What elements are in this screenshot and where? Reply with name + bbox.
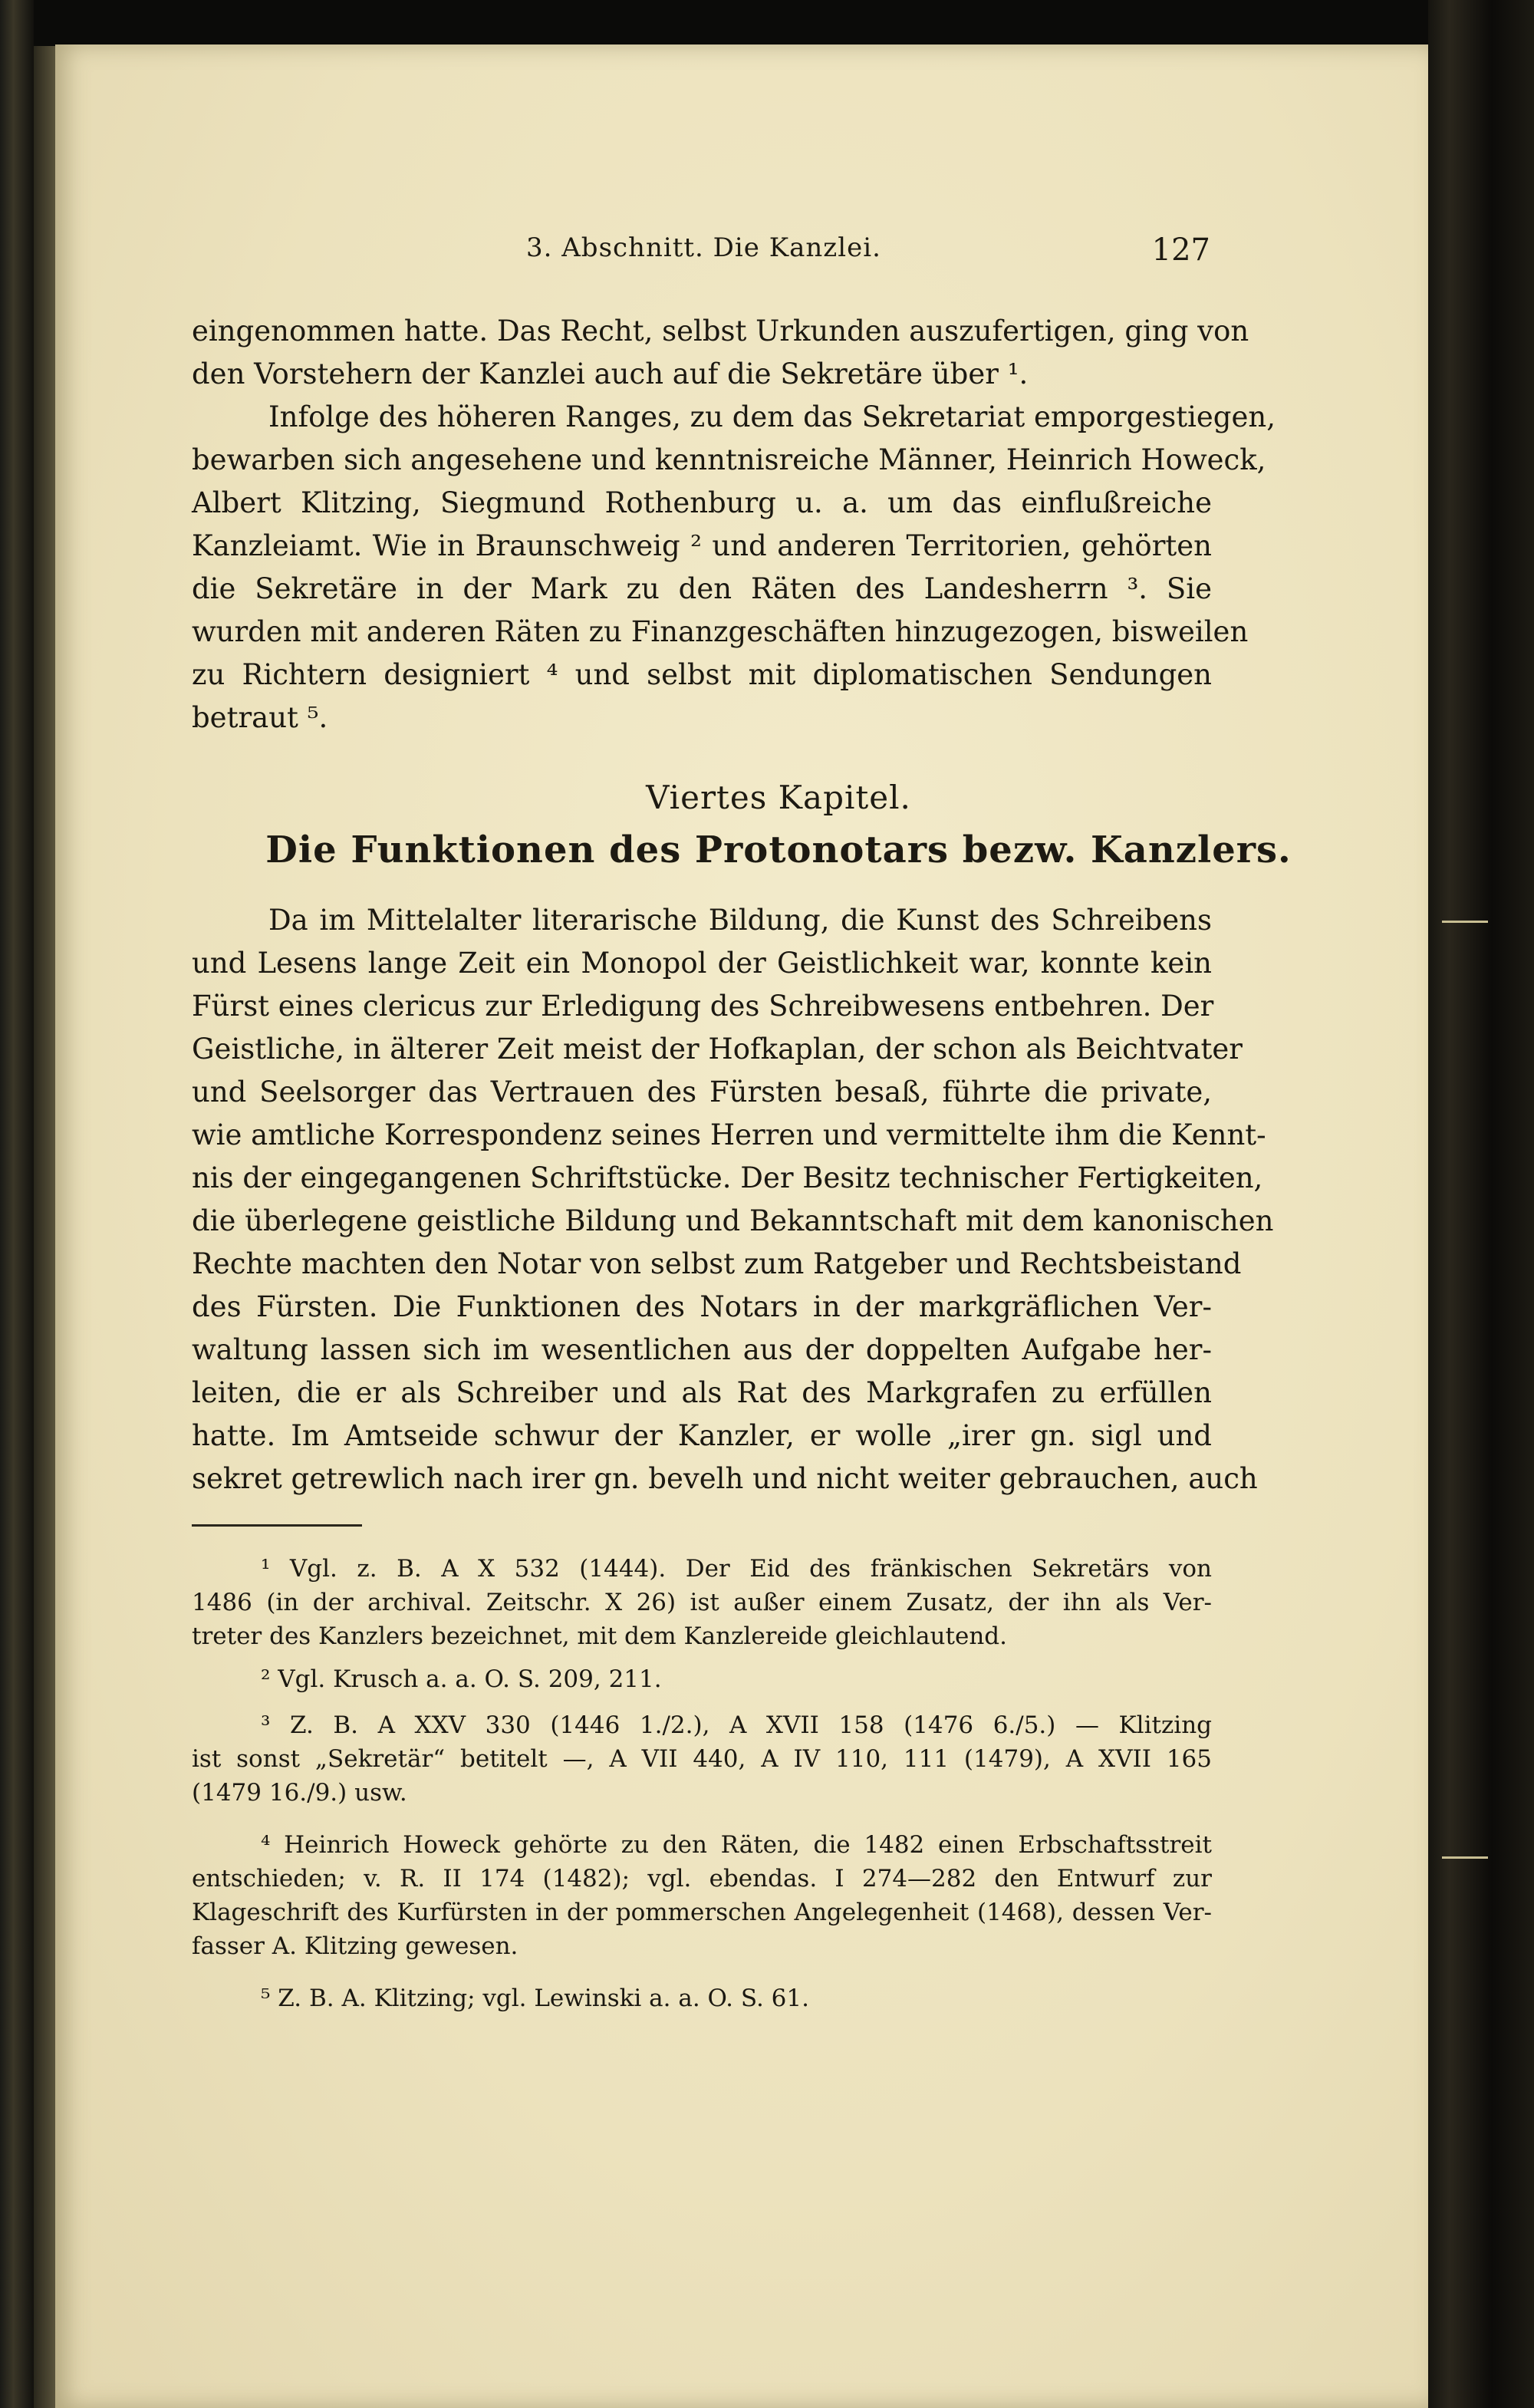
text-line: sekret getrewlich nach irer gn. bevelh und nicht weiter gebrauchen, auch (192, 1462, 1258, 1495)
text-line: Geistliche, in älterer Zeit meist der Hofkaplan, der schon als Beichtvater (192, 1033, 1243, 1066)
book-right-cover (1428, 0, 1534, 2408)
text-line: waltung lassen sich im wesentlichen aus der doppelten Aufgabe her- (192, 1333, 1212, 1366)
text-line: wurden mit anderen Räten zu Finanzgeschäften hinzugezogen, bisweilen (192, 615, 1249, 648)
footnote-line: ¹ Vgl. z. B. A X 532 (1444). Der Eid des fränkischen Sekretärs von (261, 1555, 1212, 1583)
footnote-line: fasser A. Klitzing gewesen. (192, 1932, 518, 1960)
chapter-title: Die Funktionen des Protonotars bezw. Kanzlers. (265, 828, 1292, 871)
text-line: eingenommen hatte. Das Recht, selbst Urkunden auszufertigen, ging von (192, 315, 1249, 348)
text-line: die Sekretäre in der Mark zu den Räten des Landesherrn ³. Sie (192, 572, 1212, 605)
text-line: Fürst eines clericus zur Erledigung des Schreibwesens entbehren. Der (192, 990, 1214, 1023)
footnote-line: Klageschrift des Kurfürsten in der pommerschen Angelegenheit (1468), dessen Ver- (192, 1899, 1212, 1926)
footnote-line: 1486 (in der archival. Zeitschr. X 26) ist außer einem Zusatz, der ihn als Ver- (192, 1589, 1212, 1616)
text-line: nis der eingegangenen Schriftstücke. Der Besitz technischer Fertigkeiten, (192, 1161, 1263, 1194)
footnote-line: ³ Z. B. A XXV 330 (1446 1./2.), A XVII 158 (1476 6./5.) — Klitzing (261, 1711, 1212, 1739)
footnote-line: ist sonst „Sekretär“ betitelt —, A VII 440, A IV 110, 111 (1479), A XVII 165 (192, 1745, 1212, 1773)
footnote-rule (192, 1524, 362, 1527)
text-line: Rechte machten den Notar von selbst zum Ratgeber und Rechtsbeistand (192, 1247, 1242, 1280)
footnote-line: ⁴ Heinrich Howeck gehörte zu den Räten, die 1482 einen Erbschaftsstreit (261, 1831, 1212, 1859)
chapter-label: Viertes Kapitel. (646, 779, 911, 816)
footnote-line: entschieden; v. R. II 174 (1482); vgl. ebendas. I 274—282 den Entwurf zur (192, 1865, 1212, 1892)
text-line: hatte. Im Amtseide schwur der Kanzler, er wolle „irer gn. sigl und (192, 1419, 1212, 1452)
footnote-line: ⁵ Z. B. A. Klitzing; vgl. Lewinski a. a. O. S. 61. (261, 1985, 809, 2012)
footnote-line: treter des Kanzlers bezeichnet, mit dem Kanzlereide gleichlautend. (192, 1622, 1007, 1650)
text-line: den Vorstehern der Kanzlei auch auf die Sekretäre über ¹. (192, 357, 1029, 390)
text-line: und Seelsorger das Vertrauen des Fürsten besaß, führte die private, (192, 1076, 1212, 1108)
footnote-line: ² Vgl. Krusch a. a. O. S. 209, 211. (261, 1665, 662, 1693)
footnote-line: (1479 16./9.) usw. (192, 1779, 407, 1807)
book-left-edge (0, 0, 34, 2408)
page-number: 127 (1151, 232, 1210, 268)
text-line: und Lesens lange Zeit ein Monopol der Geistlichkeit war, konnte kein (192, 947, 1212, 980)
cover-mark (1442, 921, 1488, 923)
running-head: 3. Abschnitt. Die Kanzlei. (526, 232, 881, 263)
text-line: bewarben sich angesehene und kenntnisreiche Männer, Heinrich Howeck, (192, 443, 1266, 476)
text-line: die überlegene geistliche Bildung und Bekanntschaft mit dem kanonischen (192, 1204, 1274, 1237)
text-line: Da im Mittelalter literarische Bildung, die Kunst des Schreibens (268, 904, 1212, 937)
text-line: leiten, die er als Schreiber und als Rat des Markgrafen zu erfüllen (192, 1376, 1212, 1409)
text-line: wie amtliche Korrespondenz seines Herren und vermittelte ihm die Kennt- (192, 1118, 1266, 1151)
text-line: Albert Klitzing, Siegmund Rothenburg u. a. um das einflußreiche (192, 486, 1212, 519)
text-line: zu Richtern designiert ⁴ und selbst mit diplomatischen Sendungen (192, 658, 1212, 691)
cover-mark (1442, 1856, 1488, 1859)
text-line: des Fürsten. Die Funktionen des Notars in der markgräflichen Ver- (192, 1290, 1212, 1323)
text-line: Kanzleiamt. Wie in Braunschweig ² und anderen Territorien, gehörten (192, 529, 1212, 562)
text-line: betraut ⁵. (192, 701, 328, 734)
text-line: Infolge des höheren Ranges, zu dem das Sekretariat emporgestiegen, (268, 400, 1276, 433)
